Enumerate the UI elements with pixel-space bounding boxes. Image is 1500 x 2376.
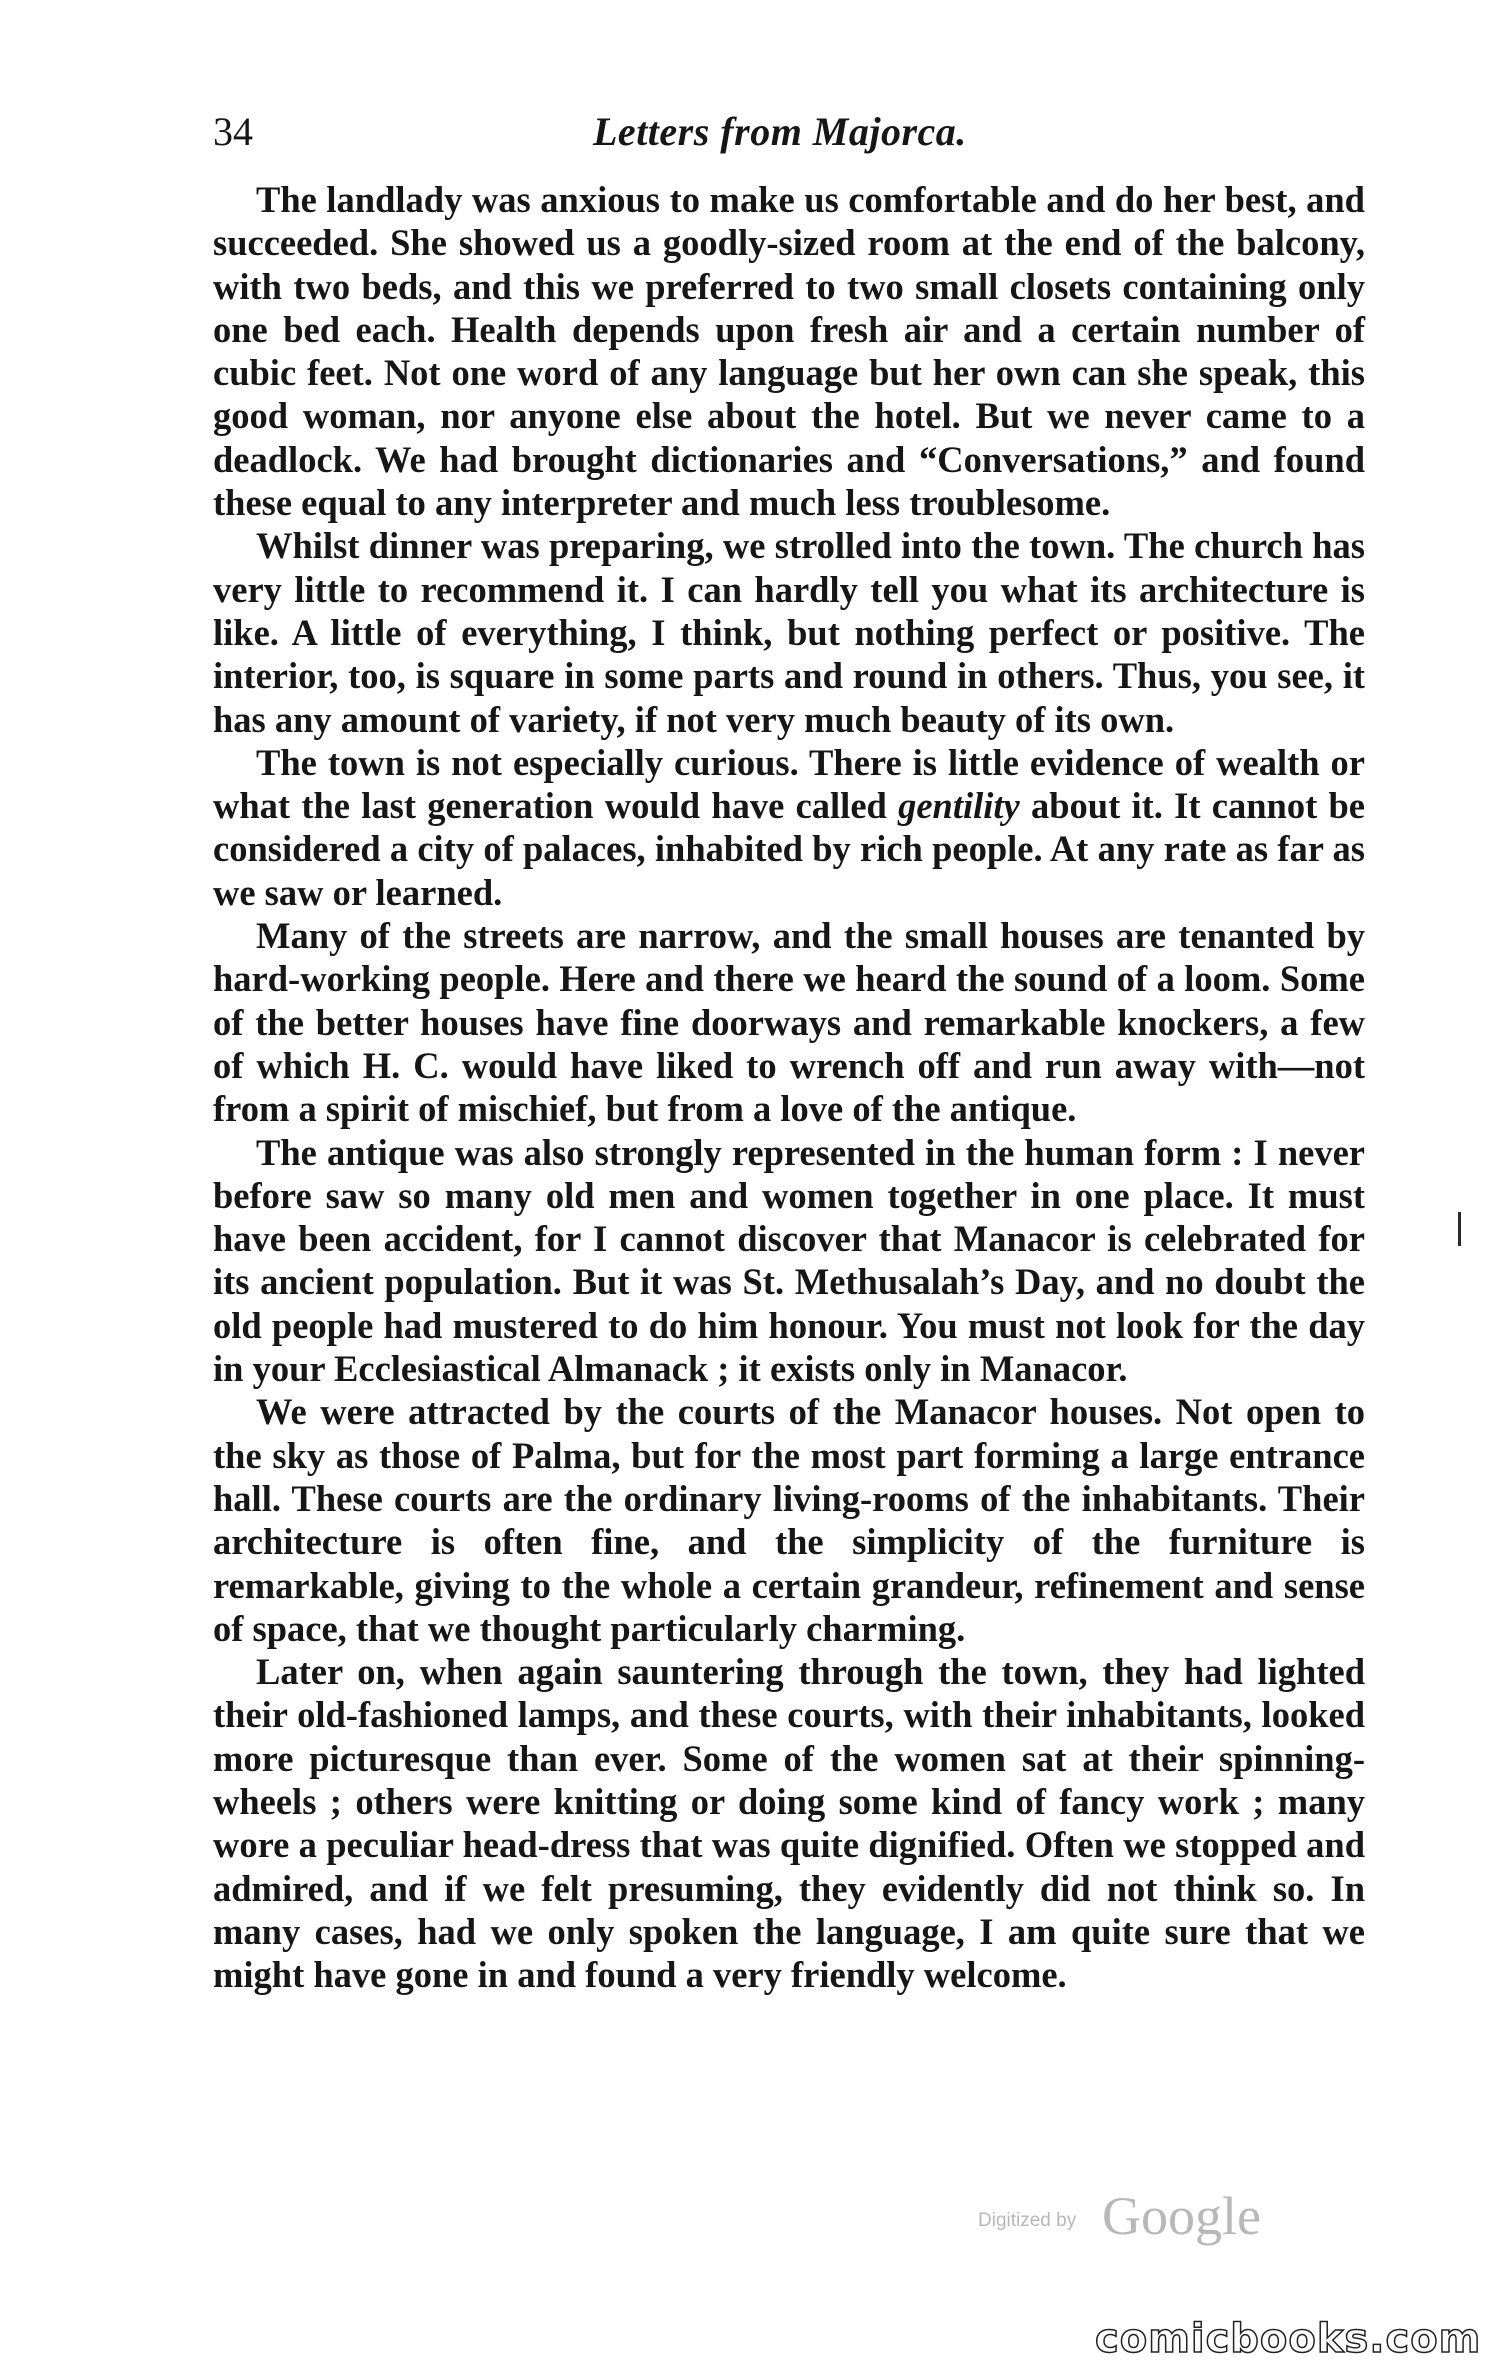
paragraph-town-curious-end: about it. It cannot be considered a city of palaces, inhabited by rich people. At any rate as far as we saw or learned.: [213, 785, 1365, 913]
paragraph-town-curious: [213, 741, 1365, 914]
margin-mark: [1458, 1212, 1461, 1246]
site-watermark: comicbooks.com: [1095, 2316, 1482, 2362]
paragraph-antique: The antique was also strongly represented in the human form : I never before saw so many old men and women together in one place. It must have been accident, for I cannot discover that Manacor is celebrated for its ancient population. But it was St. Methusalah’s Day, and no doubt the old people had mustered to do him honour. You must not look for the day in your Ecclesiastical Almanack ; it exists only in Manacor.: [213, 1131, 1365, 1390]
running-title: Letters from Majorca.: [593, 109, 967, 154]
page-number: 34: [213, 109, 253, 154]
paragraph-streets: Many of the streets are narrow, and the small houses are tenanted by hard-working people. Here and there we heard the sound of a loom. Some of the better houses have fine doorways and remarkable knockers, a few of which H. C. would have liked to wrench off and run away with—not from a spirit of mischief, but from a love of the antique.: [213, 915, 1365, 1130]
paragraph-courts: We were attracted by the courts of the Manacor houses. Not open to the sky as those of Palma, but for the most part forming a large entrance hall. These courts are the ordinary living-rooms of the inhabitants. Their architecture is often fine, and the simplicity of the furniture is remarkable, giving to the whole a certain grandeur, refinement and sense of space, that we thought particularly charming.: [213, 1391, 1365, 1649]
paragraph-dinner-church: Whilst dinner was preparing, we strolled into the town. The church has very little to recommend it. I can hardly tell you what its architecture is like. A little of everything, I think, but nothing perfect or positive. The interior, too, is square in some parts and round in others. Thus, you see, it has any amount of variety, if not very much beauty of its own.: [213, 525, 1365, 740]
body-text: [213, 178, 1365, 1996]
digitized-by-label: Digitized by: [978, 2210, 1077, 2231]
paragraph-landlady: The landlady was anxious to make us comfortable and do her best, and succeeded. She showed us a goodly-sized room at the end of the balcony, with two beds, and this we preferred to two small closets containing only one bed each. Health depends upon fresh air and a certain number of cubic feet. Not one word of any language but her own can she speak, this good woman, nor anyone else about the hotel. But we never came to a deadlock. We had brought dictionaries and “Conversations,” and found these equal to any interpreter and much less troublesome.: [213, 179, 1365, 524]
running-head: [213, 102, 1373, 162]
digitized-by-google-watermark: [978, 2184, 1298, 2254]
italic-word-gentility: gentility: [898, 785, 1020, 827]
paragraph-later-on: Later on, when again sauntering through the town, they had lighted their old-fashioned lamps, and these courts, with their inhabitants, looked more picturesque than ever. Some of the women sat at their spinning-wheels ; others were knitting or doing some kind of fancy work ; many wore a peculiar head-dress that was quite dignified. Often we stopped and admired, and if we felt presuming, they evidently did not think so. In many cases, had we only spoken the language, I am quite sure that we might have gone in and found a very friendly welcome.: [213, 1651, 1365, 1996]
google-logo: Google: [1102, 2186, 1261, 2246]
paragraph-town-curious-start: The town is not especially curious. There is little evidence of wealth or what the last generation would have called: [213, 741, 1365, 827]
